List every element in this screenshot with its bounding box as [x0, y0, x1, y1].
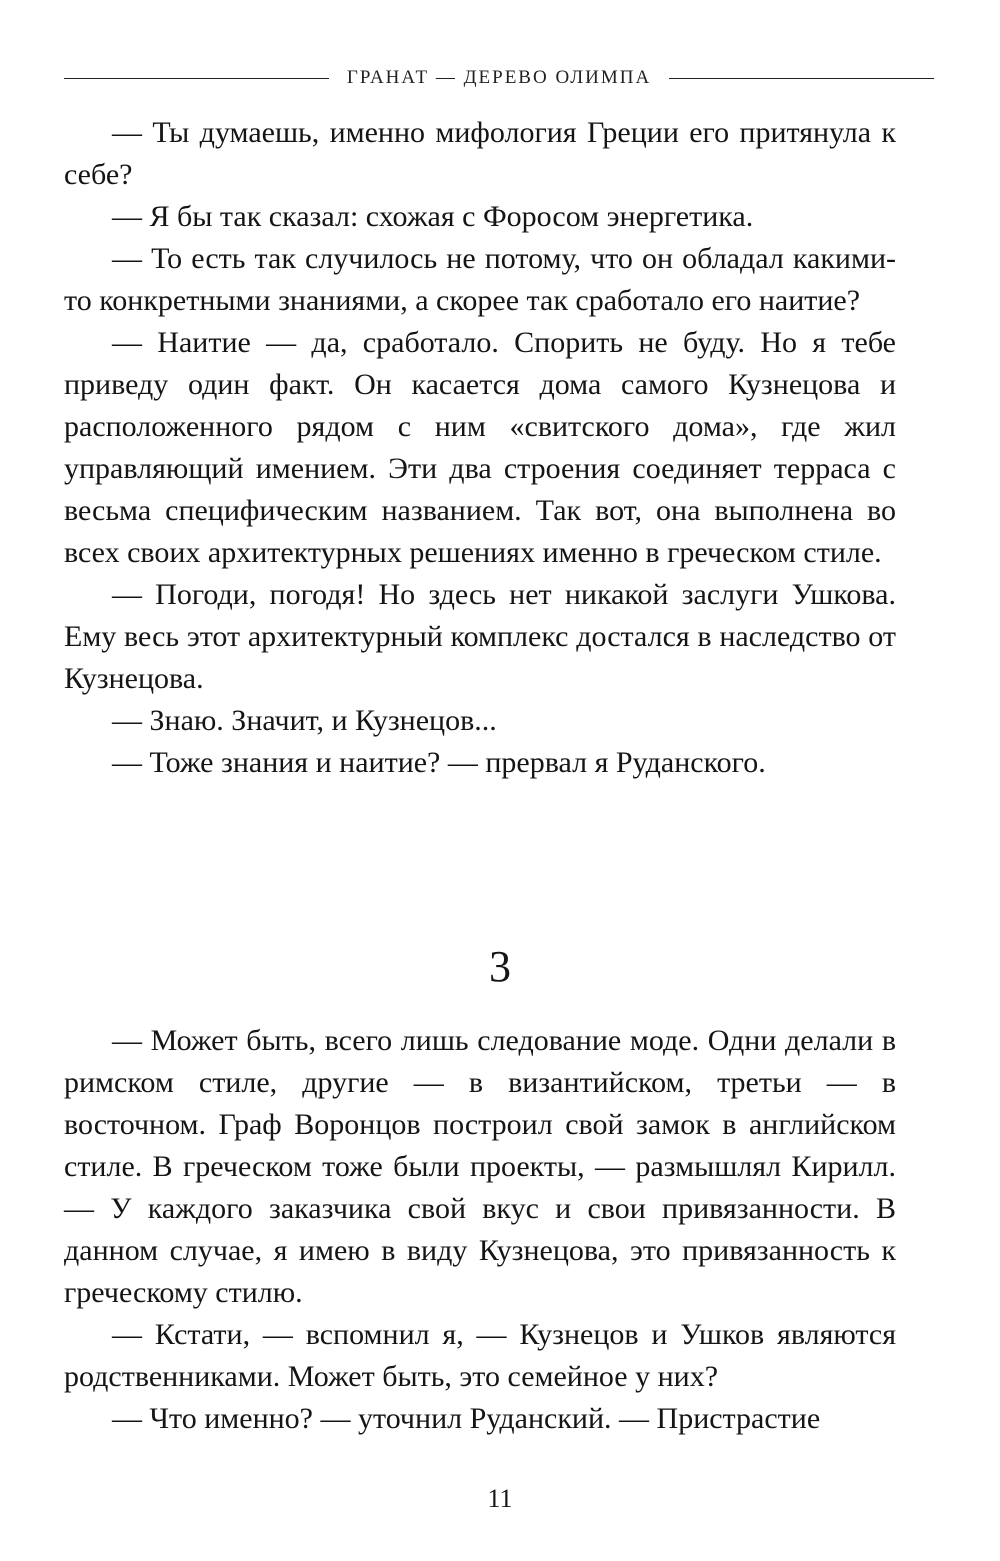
running-title: ГРАНАТ — ДЕРЕВО ОЛИМПА	[346, 67, 652, 88]
paragraph: — Знаю. Значит, и Кузнецов...	[112, 704, 497, 737]
chapter-number: 3	[489, 942, 511, 991]
page-number: 11	[487, 1484, 513, 1513]
paragraph: — Кстати, — вспомнил я, — Кузнецов и Ушков являются родственниками. Может быть, это семейное у них?	[64, 1318, 896, 1393]
paragraph: — То есть так случилось не потому, что он обладал какими-то конкретными знаниями, а скорее так сработало его наитие?	[64, 242, 896, 317]
paragraph: — Тоже знания и наитие? — прервал я Руданского.	[112, 746, 766, 779]
header-rule-left	[64, 78, 329, 79]
paragraph: — Я бы так сказал: схожая с Форосом энергетика.	[112, 200, 754, 233]
header-rule-right	[669, 78, 934, 79]
running-header	[64, 64, 934, 92]
paragraph: — Наитие — да, сработало. Спорить не буду. Но я тебе приведу один факт. Он касается дома самого Кузнецова и расположенного рядом с ним «свитского дома», где жил управляющий имением. Эти два строения соединяет терраса с весьма специфическим названием. Так вот, она выполнена во всех своих архитектурных решениях именно в греческом стиле.	[64, 326, 896, 569]
paragraph: — Может быть, всего лишь следование моде. Одни делали в римском стиле, другие — в византийском, третьи — в восточном. Граф Воронцов построил свой замок в английском стиле. В греческом тоже были проекты, — размышлял Кирилл. — У каждого заказчика свой вкус и свои привязанности. В данном случае, я имею в виду Кузнецова, это привязанность к греческому стилю.	[64, 1024, 896, 1309]
paragraph: — Ты думаешь, именно мифология Греции его притянула к себе?	[64, 116, 896, 191]
section-one-text	[64, 112, 896, 784]
paragraph: — Погоди, погодя! Но здесь нет никакой заслуги Ушкова. Ему весь этот архитектурный комплекс достался в наследство от Кузнецова.	[64, 578, 896, 695]
paragraph: — Что именно? — уточнил Руданский. — Пристрастие	[112, 1402, 821, 1435]
section-two-text	[64, 1020, 896, 1440]
